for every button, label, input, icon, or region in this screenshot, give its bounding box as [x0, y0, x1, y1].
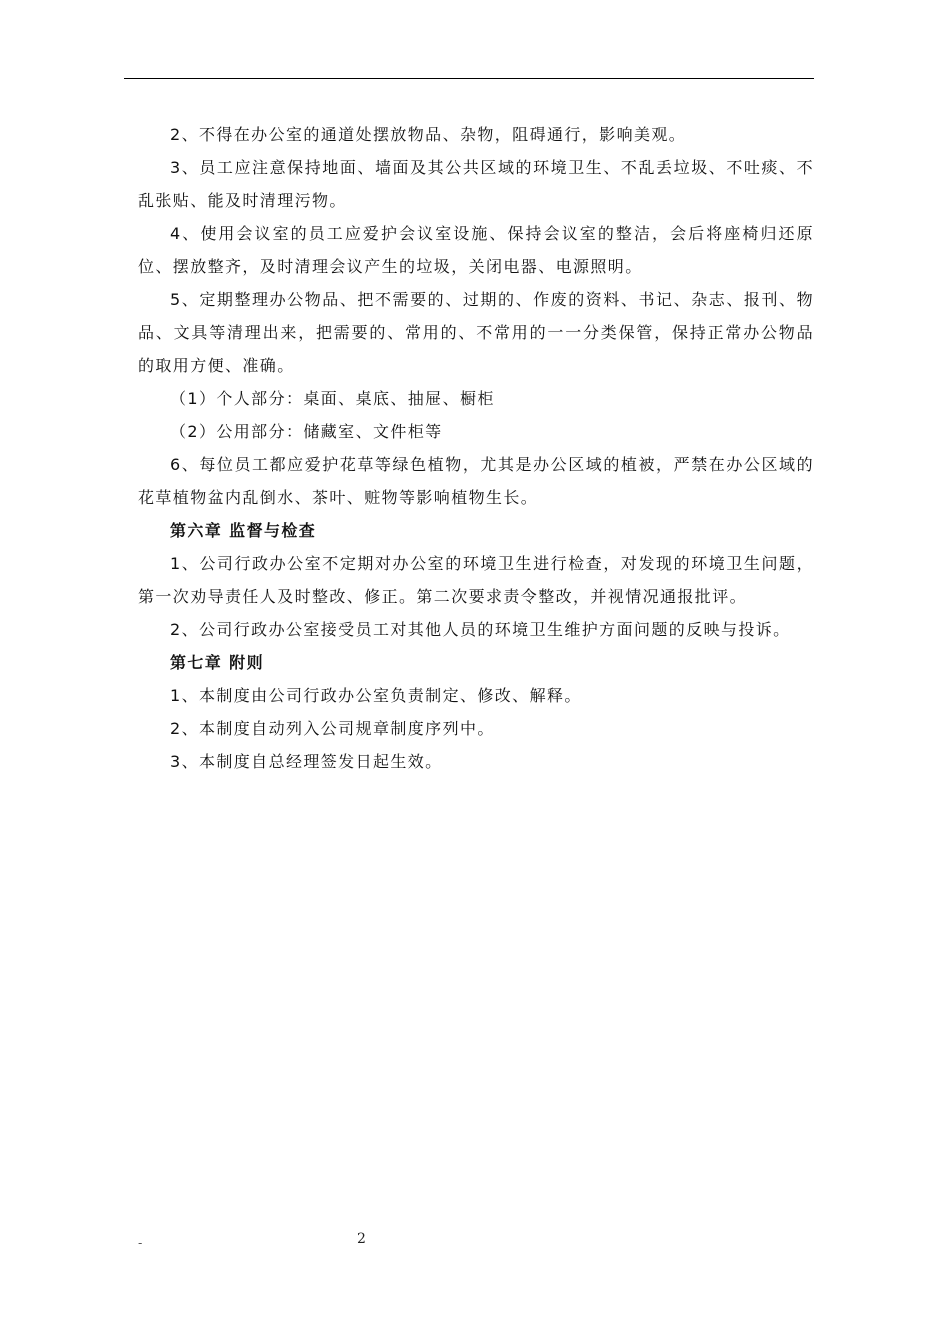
footer-dash: - — [138, 1236, 143, 1250]
chapter-7-item-3: 3、本制度自总经理签发日起生效。 — [170, 752, 443, 771]
sub-item-public: （2）公用部分：储藏室、文件柜等 — [170, 422, 443, 441]
paragraph-item-2: 2、不得在办公室的通道处摆放物品、杂物，阻碍通行，影响美观。 — [170, 125, 687, 144]
paragraph-item-4: 4、使用会议室的员工应爱护会议室设施、保持会议室的整洁，会后将座椅归还原位、摆放整齐，及时清理会议产生的垃圾，关闭电器、电源照明。 — [138, 224, 814, 276]
paragraph-item-3: 3、员工应注意保持地面、墙面及其公共区域的环境卫生、不乱丢垃圾、不吐痰、不乱张贴、能及时清理污物。 — [138, 158, 814, 210]
chapter-7-item-1: 1、本制度由公司行政办公室负责制定、修改、解释。 — [170, 686, 582, 705]
chapter-6-item-2: 2、公司行政办公室接受员工对其他人员的环境卫生维护方面问题的反映与投诉。 — [170, 620, 791, 639]
sub-item-personal: （1）个人部分：桌面、桌底、抽屉、橱柜 — [170, 389, 495, 408]
paragraph-item-6: 6、每位员工都应爱护花草等绿色植物，尤其是办公区域的植被，严禁在办公区域的花草植物盆内乱倒水、茶叶、赃物等影响植物生长。 — [138, 455, 814, 507]
chapter-7-heading: 第七章 附则 — [170, 653, 264, 672]
header-rule — [124, 78, 814, 79]
chapter-7-item-2: 2、本制度自动列入公司规章制度序列中。 — [170, 719, 495, 738]
document-body — [138, 118, 814, 778]
page-number: 2 — [357, 1231, 366, 1247]
chapter-6-item-1: 1、公司行政办公室不定期对办公室的环境卫生进行检查，对发现的环境卫生问题，第一次劝导责任人及时整改、修正。第二次要求责令整改，并视情况通报批评。 — [138, 554, 814, 606]
paragraph-item-5: 5、定期整理办公物品、把不需要的、过期的、作废的资料、书记、杂志、报刊、物品、文具等清理出来，把需要的、常用的、不常用的一一分类保管，保持正常办公物品的取用方便、准确。 — [138, 290, 814, 375]
chapter-6-heading: 第六章 监督与检查 — [170, 521, 317, 540]
